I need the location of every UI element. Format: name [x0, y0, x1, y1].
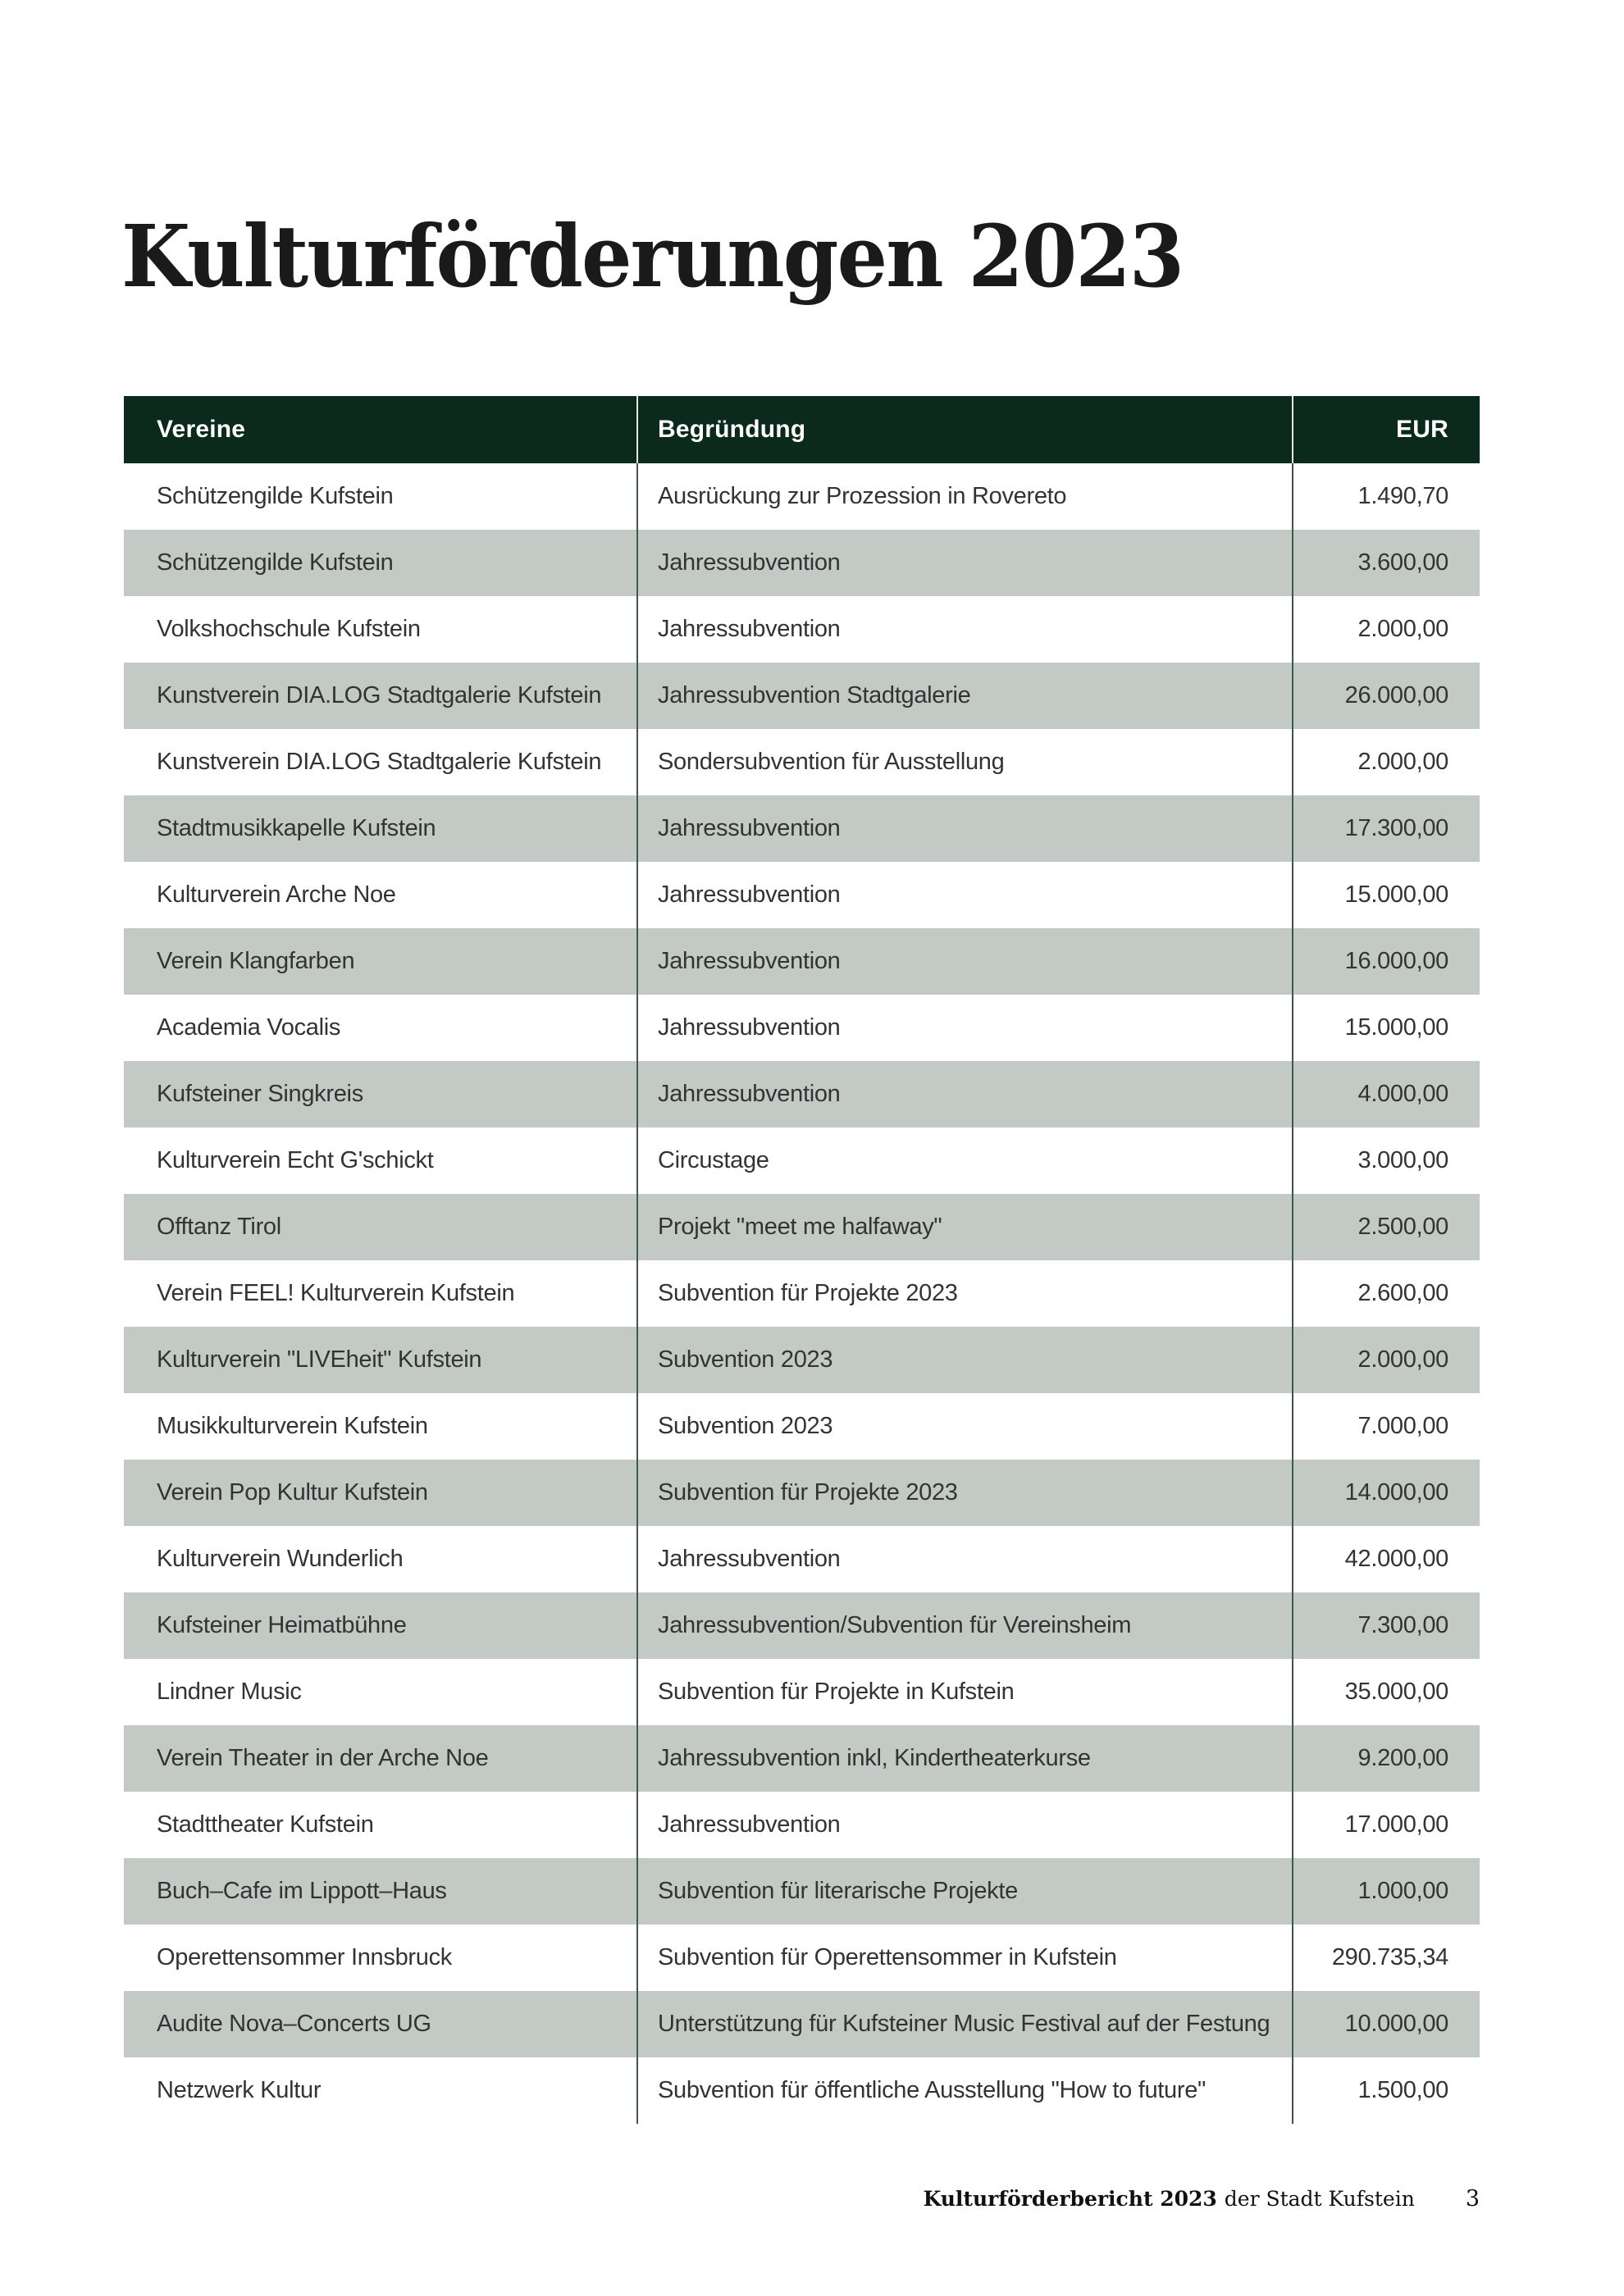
page-number: 3: [1465, 2186, 1480, 2212]
cell-verein: Buch–Cafe im Lippott–Haus: [157, 1878, 447, 1904]
cell-verein: Stadttheater Kufstein: [157, 1811, 374, 1838]
table-body: [124, 463, 1480, 2124]
cell-begruendung: Subvention 2023: [636, 1393, 1292, 1460]
cell-eur: 15.000,00: [1292, 995, 1480, 1061]
cell-begruendung: Sondersubvention für Ausstellung: [636, 729, 1292, 795]
cell-begruendung: Jahressubvention: [636, 862, 1292, 928]
table-row: [124, 1725, 1480, 1792]
cell-verein: Verein Klangfarben: [157, 948, 355, 974]
cell-verein: Academia Vocalis: [157, 1014, 341, 1041]
cell-verein: Musikkulturverein Kufstein: [157, 1413, 428, 1439]
cell-verein: Kunstverein DIA.LOG Stadtgalerie Kufstein: [157, 682, 602, 708]
column-header-vereine: Vereine: [157, 416, 246, 443]
cell-begruendung: Jahressubvention: [636, 795, 1292, 862]
cell-eur: 290.735,34: [1292, 1925, 1480, 1991]
table-row: [124, 1991, 1480, 2057]
cell-verein: Kufsteiner Heimatbühne: [157, 1612, 407, 1638]
cell-eur: 3.600,00: [1292, 530, 1480, 596]
table-row: [124, 1858, 1480, 1925]
cell-verein: Kulturverein Echt G'schickt: [157, 1147, 434, 1173]
table-row: [124, 596, 1480, 663]
cell-eur: 26.000,00: [1292, 663, 1480, 729]
cell-eur: 15.000,00: [1292, 862, 1480, 928]
cell-verein: Volkshochschule Kufstein: [157, 616, 421, 642]
cell-eur: 10.000,00: [1292, 1991, 1480, 2057]
table-row: [124, 1460, 1480, 1526]
cell-begruendung: Circustage: [636, 1128, 1292, 1194]
footer-report-title: Kulturförderbericht 2023: [923, 2187, 1217, 2211]
table-row: [124, 1260, 1480, 1327]
table-row: [124, 1393, 1480, 1460]
table-header-row: [124, 396, 1480, 463]
cell-eur: 7.300,00: [1292, 1592, 1480, 1659]
table-row: [124, 2057, 1480, 2124]
cell-begruendung: Jahressubvention: [636, 530, 1292, 596]
cell-verein: Verein Pop Kultur Kufstein: [157, 1479, 428, 1506]
cell-begruendung: Jahressubvention: [636, 995, 1292, 1061]
cell-eur: 3.000,00: [1292, 1128, 1480, 1194]
cell-begruendung: Jahressubvention Stadtgalerie: [636, 663, 1292, 729]
cell-begruendung: Jahressubvention: [636, 1792, 1292, 1858]
table-row: [124, 663, 1480, 729]
cell-begruendung: Jahressubvention: [636, 1526, 1292, 1592]
cell-begruendung: Unterstützung für Kufsteiner Music Festival auf der Festung: [636, 1991, 1292, 2057]
cell-begruendung: Jahressubvention: [636, 1061, 1292, 1128]
table-row: [124, 928, 1480, 995]
table-row: [124, 1128, 1480, 1194]
cell-eur: 42.000,00: [1292, 1526, 1480, 1592]
table-row: [124, 862, 1480, 928]
table-row: [124, 1061, 1480, 1128]
cell-begruendung: Subvention für literarische Projekte: [636, 1858, 1292, 1925]
cell-begruendung: Jahressubvention inkl, Kindertheaterkurse: [636, 1725, 1292, 1792]
cell-eur: 2.000,00: [1292, 1327, 1480, 1393]
cell-eur: 2.500,00: [1292, 1194, 1480, 1260]
table-row: [124, 463, 1480, 530]
table-row: [124, 1327, 1480, 1393]
cell-begruendung: Ausrückung zur Prozession in Rovereto: [636, 463, 1292, 530]
cell-verein: Schützengilde Kufstein: [157, 549, 394, 576]
cell-verein: Kulturverein Arche Noe: [157, 882, 396, 908]
cell-begruendung: Projekt "meet me halfaway": [636, 1194, 1292, 1260]
cell-verein: Stadtmusikkapelle Kufstein: [157, 815, 436, 841]
cell-eur: 7.000,00: [1292, 1393, 1480, 1460]
table-row: [124, 995, 1480, 1061]
cell-eur: 35.000,00: [1292, 1659, 1480, 1725]
subsidies-table: [124, 396, 1480, 2124]
cell-eur: 9.200,00: [1292, 1725, 1480, 1792]
cell-eur: 2.600,00: [1292, 1260, 1480, 1327]
cell-verein: Kufsteiner Singkreis: [157, 1081, 363, 1107]
cell-begruendung: Subvention 2023: [636, 1327, 1292, 1393]
page-footer: [924, 2186, 1480, 2212]
cell-verein: Netzwerk Kultur: [157, 2077, 322, 2103]
column-header-begruendung: Begründung: [636, 396, 1292, 463]
table-row: [124, 1526, 1480, 1592]
cell-verein: Schützengilde Kufstein: [157, 483, 394, 509]
cell-verein: Audite Nova–Concerts UG: [157, 2011, 431, 2037]
cell-begruendung: Jahressubvention/Subvention für Vereinsheim: [636, 1592, 1292, 1659]
cell-eur: 2.000,00: [1292, 729, 1480, 795]
cell-begruendung: Subvention für Projekte 2023: [636, 1260, 1292, 1327]
cell-begruendung: Jahressubvention: [636, 596, 1292, 663]
cell-eur: 17.000,00: [1292, 1792, 1480, 1858]
column-header-eur: EUR: [1292, 396, 1480, 463]
table-row: [124, 1592, 1480, 1659]
cell-eur: 1.500,00: [1292, 2057, 1480, 2124]
table-row: [124, 1659, 1480, 1725]
cell-eur: 14.000,00: [1292, 1460, 1480, 1526]
cell-eur: 4.000,00: [1292, 1061, 1480, 1128]
cell-begruendung: Jahressubvention: [636, 928, 1292, 995]
cell-eur: 1.490,70: [1292, 463, 1480, 530]
page-title: Kulturförderungen 2023: [121, 206, 1184, 307]
cell-begruendung: Subvention für öffentliche Ausstellung "How to future": [636, 2057, 1292, 2124]
table-row: [124, 1194, 1480, 1260]
cell-verein: Operettensommer Innsbruck: [157, 1944, 452, 1970]
cell-eur: 16.000,00: [1292, 928, 1480, 995]
cell-eur: 1.000,00: [1292, 1858, 1480, 1925]
table-row: [124, 1925, 1480, 1991]
cell-eur: 17.300,00: [1292, 795, 1480, 862]
cell-verein: Kulturverein "LIVEheit" Kufstein: [157, 1346, 482, 1373]
cell-verein: Offtanz Tirol: [157, 1214, 281, 1240]
cell-eur: 2.000,00: [1292, 596, 1480, 663]
cell-verein: Kulturverein Wunderlich: [157, 1546, 404, 1572]
table-row: [124, 1792, 1480, 1858]
cell-begruendung: Subvention für Projekte 2023: [636, 1460, 1292, 1526]
cell-verein: Verein Theater in der Arche Noe: [157, 1745, 489, 1771]
footer-report-subtitle: der Stadt Kufstein: [1224, 2187, 1415, 2211]
cell-verein: Kunstverein DIA.LOG Stadtgalerie Kufstein: [157, 749, 602, 775]
table-row: [124, 795, 1480, 862]
cell-begruendung: Subvention für Projekte in Kufstein: [636, 1659, 1292, 1725]
table-row: [124, 729, 1480, 795]
table-row: [124, 530, 1480, 596]
cell-verein: Lindner Music: [157, 1679, 302, 1705]
cell-verein: Verein FEEL! Kulturverein Kufstein: [157, 1280, 515, 1306]
cell-begruendung: Subvention für Operettensommer in Kufstein: [636, 1925, 1292, 1991]
